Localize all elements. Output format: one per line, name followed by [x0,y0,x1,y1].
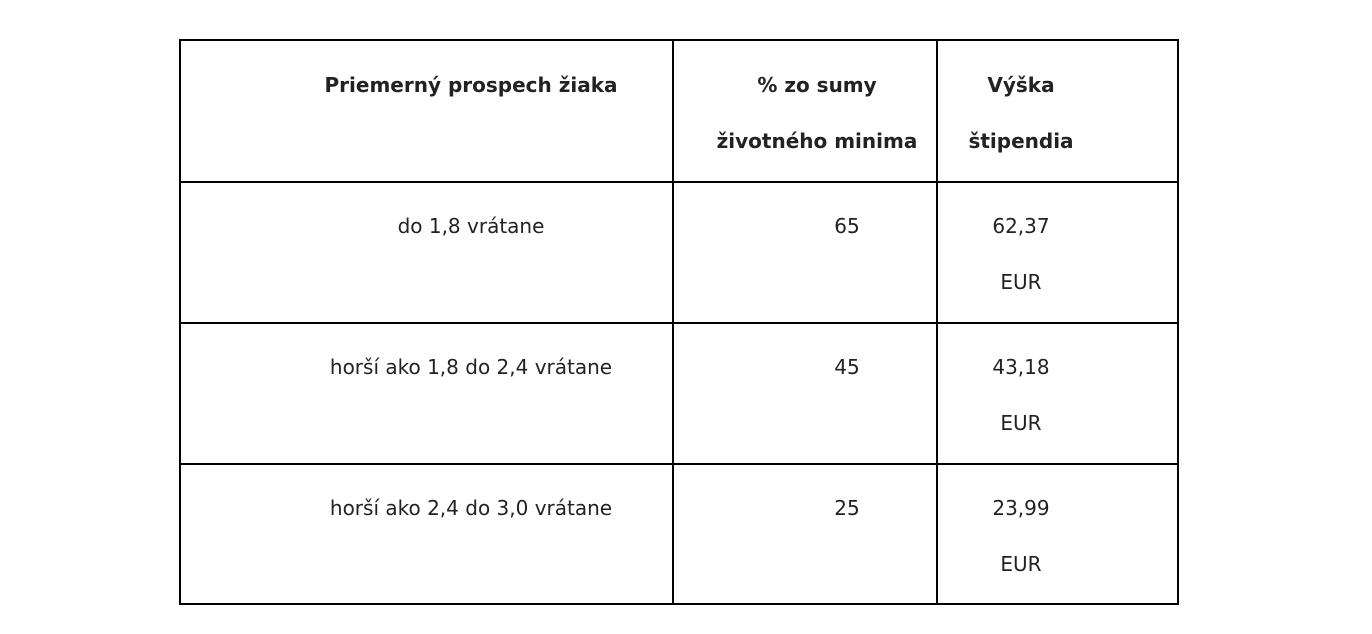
row-divider [181,322,1177,324]
row-1-percent: 65 [834,214,860,238]
scholarship-table [179,39,1179,605]
row-divider [181,181,1177,183]
row-1-currency: EUR [1000,270,1042,294]
row-3-currency: EUR [1000,552,1042,576]
header-amount-line2: štipendia [968,129,1074,153]
row-2-percent: 45 [834,355,860,379]
row-3-grade: horší ako 2,4 do 3,0 vrátane [329,496,613,520]
row-1-grade: do 1,8 vrátane [397,214,545,238]
header-percent-line1: % zo sumy [757,73,877,97]
row-3-amount: 23,99 [992,496,1050,520]
header-amount-line1: Výška [987,73,1055,97]
row-2-grade: horší ako 1,8 do 2,4 vrátane [329,355,613,379]
row-2-amount: 43,18 [992,355,1050,379]
header-average-grade: Priemerný prospech žiaka [324,73,618,97]
row-2-currency: EUR [1000,411,1042,435]
header-percent-line2: životného minima [716,129,918,153]
row-divider [181,463,1177,465]
row-1-amount: 62,37 [992,214,1050,238]
row-3-percent: 25 [834,496,860,520]
